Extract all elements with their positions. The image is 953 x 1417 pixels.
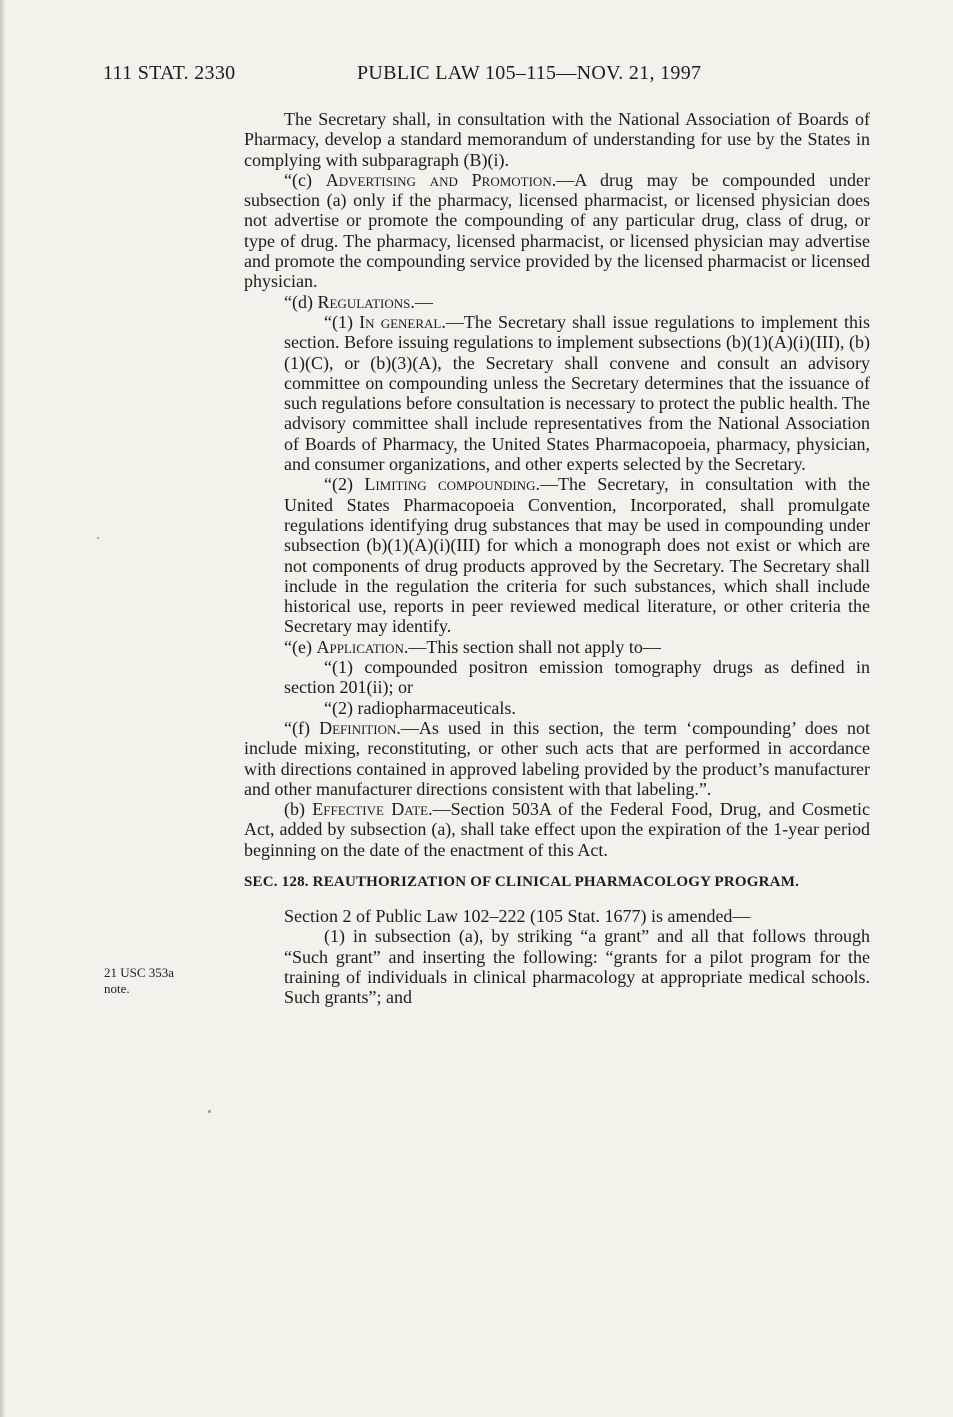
subsection-f-text: .—As used in this section, the term ‘compounding’ does not include mixing, reconstituting, or other such acts that are performed in accordance with directions contained in approved labeling provided by the product’s manufacturer and other manufacturer directions consistent with that labeling.”.	[244, 717, 870, 799]
subsection-c-heading: Advertising and Promotion	[325, 169, 552, 190]
stat-citation: 111 STAT. 2330	[103, 62, 236, 84]
subsection-e	[244, 637, 870, 657]
section-128-item-1: (1) in subsection (a), by striking “a grant” and all that follows through “Such grant” and inserting the following: “grants for a pilot program for the training of individuals in clinical pharmacology at appropriate medical schools. Such grants”; and	[284, 926, 870, 1008]
scan-speck	[97, 537, 99, 539]
subsection-e-text: .—This section shall not apply to—	[403, 636, 661, 657]
subsection-b-text: .—Section 503A of the Federal Food, Drug, and Cosmetic Act, added by subsection (a), shall take effect upon the expiration of the 1-year period beginning on the date of the enactment of this Act.	[244, 799, 870, 860]
subsection-c-text: .—A drug may be compounded under subsection (a) only if the pharmacy, licensed pharmacist, or licensed physician does not advertise or promote the compounding of any particular drug, class of drug, or type of drug. The pharmacy, licensed pharmacist, or licensed physician may advertise and promote the compounding service provided by the licensed pharmacist or licensed physician.	[244, 169, 870, 292]
paragraph-d2-heading: Limiting compounding	[364, 474, 536, 495]
law-text-body	[244, 109, 870, 1007]
paragraph-d2	[244, 474, 870, 636]
subsection-d-heading: Regulations	[317, 291, 411, 312]
paragraph-d1-heading: In general	[359, 311, 442, 332]
paragraph-d1-prefix: “(1)	[324, 311, 360, 332]
page-header	[103, 62, 765, 88]
margin-note-usc: 21 USC 353a	[104, 965, 175, 980]
paragraph-d2-prefix: “(2)	[324, 474, 365, 495]
page-edge-shadow	[0, 0, 5, 1417]
subsection-b-heading: Effective Date	[312, 799, 429, 820]
public-law-citation: PUBLIC LAW 105–115—NOV. 21, 1997	[357, 62, 702, 84]
paragraph-e1: “(1) compounded positron emission tomography drugs as defined in section 201(ii); or	[284, 657, 870, 698]
subsection-b-prefix: (b)	[284, 799, 313, 820]
paragraph-e2: “(2) radiopharmaceuticals.	[324, 697, 516, 718]
subsection-b-effective-date	[244, 799, 870, 860]
paragraph-d1-text: .—The Secretary shall issue regulations to implement this section. Before issuing regulations to implement subsections (b)(1)(A)(i)(III), (b)(1)(C), or (b)(3)(A), the Secretary shall convene and consult an advisory committee on compounding unless the Secretary determines that the issuance of such regulations before consultation is necessary to protect the public health. The advisory committee shall include representatives from the National Association of Boards of Pharmacy, the United States Pharmacopoeia, pharmacy, physician, and consumer organizations, and other experts selected by the Secretary.	[284, 311, 870, 475]
subsection-d-text: .—	[410, 291, 433, 312]
subsection-f	[244, 718, 870, 799]
scan-speck	[208, 1110, 211, 1113]
paragraph-d2-text: .—The Secretary, in consultation with the United States Pharmacopoeia Convention, Incorporated, shall promulgate regulations identifying drug substances that may be used in compounding under subsection (b)(1)(A)(i)(III) for which a monograph does not exist or which are not components of drug products approved by the Secretary. The Secretary shall include in the regulation the criteria for such substances, which shall include historical use, reports in peer reviewed medical literature, or other criteria the Secretary may identify.	[284, 474, 870, 637]
subsection-e-heading: Application	[316, 636, 404, 657]
paragraph-d1	[244, 312, 870, 474]
margin-note	[104, 965, 174, 997]
subsection-e-prefix: “(e)	[284, 636, 317, 657]
subsection-d	[244, 292, 870, 312]
subsection-c	[244, 170, 870, 292]
paragraph-intro: The Secretary shall, in consultation with the National Association of Boards of Pharmacy, develop a standard memorandum of understanding for use by the States in complying with subparagraph (B)(i).	[244, 109, 870, 170]
subsection-f-heading: Definition	[319, 717, 397, 738]
subsection-c-prefix: “(c)	[284, 169, 326, 190]
section-128-text: Section 2 of Public Law 102–222 (105 Stat. 1677) is amended—	[284, 905, 751, 926]
margin-note-label: note.	[104, 981, 130, 996]
subsection-f-prefix: “(f)	[284, 717, 320, 738]
subsection-d-prefix: “(d)	[284, 291, 318, 312]
section-128-heading: SEC. 128. REAUTHORIZATION OF CLINICAL PHARMACOLOGY PROGRAM.	[244, 873, 800, 890]
